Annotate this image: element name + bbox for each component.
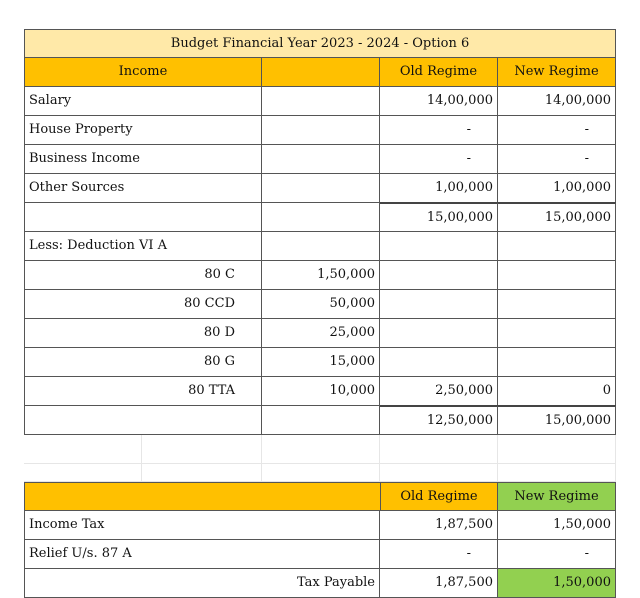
blank-cell [498, 232, 616, 261]
spacer-cell [380, 464, 498, 482]
deduction-section: 80 TTA [24, 377, 262, 406]
income-label: Other Sources [24, 174, 262, 203]
new-value: 1,00,000 [498, 174, 616, 203]
old-value: 1,00,000 [380, 174, 498, 203]
deduction-total-old: 2,50,000 [380, 377, 498, 406]
spacer-cell [24, 435, 142, 464]
income-header: Income [24, 58, 262, 87]
sheet-title: Budget Financial Year 2023 - 2024 - Option 6 [24, 29, 616, 58]
blank-cell [262, 116, 380, 145]
tax-payable-label: Tax Payable [24, 569, 380, 598]
spacer-cell [262, 464, 380, 482]
blank-cell [262, 232, 380, 261]
spacer-cell [142, 435, 262, 464]
new-value: - [498, 145, 616, 174]
header-blank [262, 58, 380, 87]
deduction-section: 80 D [24, 319, 262, 348]
blank-cell [262, 145, 380, 174]
deduction-section: 80 G [24, 348, 262, 377]
deduction-total-new: 0 [498, 377, 616, 406]
blank-cell [498, 348, 616, 377]
tax-label: Income Tax [24, 511, 380, 540]
income-label: Business Income [24, 145, 262, 174]
deduction-amount: 50,000 [262, 290, 380, 319]
deduction-amount: 1,50,000 [262, 261, 380, 290]
old-value: - [380, 116, 498, 145]
net-total-old: 12,50,000 [380, 405, 498, 435]
spacer-cell [498, 435, 616, 464]
spacer-cell [380, 435, 498, 464]
tax-payable-old: 1,87,500 [380, 569, 498, 598]
deduction-section: 80 C [24, 261, 262, 290]
new-value: - [498, 116, 616, 145]
gross-total-old: 15,00,000 [380, 202, 498, 232]
tax-new-value: 1,50,000 [498, 511, 616, 540]
income-label: Salary [24, 87, 262, 116]
tax-old-regime-header: Old Regime [380, 482, 498, 511]
tax-new-value: - [498, 540, 616, 569]
tax-old-value: - [380, 540, 498, 569]
blank-cell [262, 174, 380, 203]
spacer-cell [142, 464, 262, 482]
blank-cell [24, 203, 262, 232]
tax-new-regime-header: New Regime [498, 482, 616, 511]
blank-cell [380, 319, 498, 348]
blank-cell [498, 290, 616, 319]
spacer-cell [262, 435, 380, 464]
tax-payable-new: 1,50,000 [498, 569, 616, 598]
tax-old-value: 1,87,500 [380, 511, 498, 540]
old-regime-header: Old Regime [380, 58, 498, 87]
spacer-cell [498, 464, 616, 482]
blank-cell [262, 203, 380, 232]
old-value: 14,00,000 [380, 87, 498, 116]
spacer-cell [24, 464, 142, 482]
tax-label: Relief U/s. 87 A [24, 540, 380, 569]
blank-cell [380, 348, 498, 377]
blank-cell [380, 290, 498, 319]
blank-cell [262, 87, 380, 116]
net-total-new: 15,00,000 [498, 405, 616, 435]
blank-cell [262, 406, 380, 435]
old-value: - [380, 145, 498, 174]
new-regime-header: New Regime [498, 58, 616, 87]
blank-cell [380, 232, 498, 261]
deduction-amount: 25,000 [262, 319, 380, 348]
tax-header-blank [24, 482, 380, 511]
blank-cell [498, 319, 616, 348]
blank-cell [24, 406, 262, 435]
deduction-section: 80 CCD [24, 290, 262, 319]
deduction-label: Less: Deduction VI A [24, 232, 262, 261]
blank-cell [498, 261, 616, 290]
deduction-amount: 10,000 [262, 377, 380, 406]
new-value: 14,00,000 [498, 87, 616, 116]
deduction-amount: 15,000 [262, 348, 380, 377]
income-label: House Property [24, 116, 262, 145]
blank-cell [380, 261, 498, 290]
gross-total-new: 15,00,000 [498, 202, 616, 232]
